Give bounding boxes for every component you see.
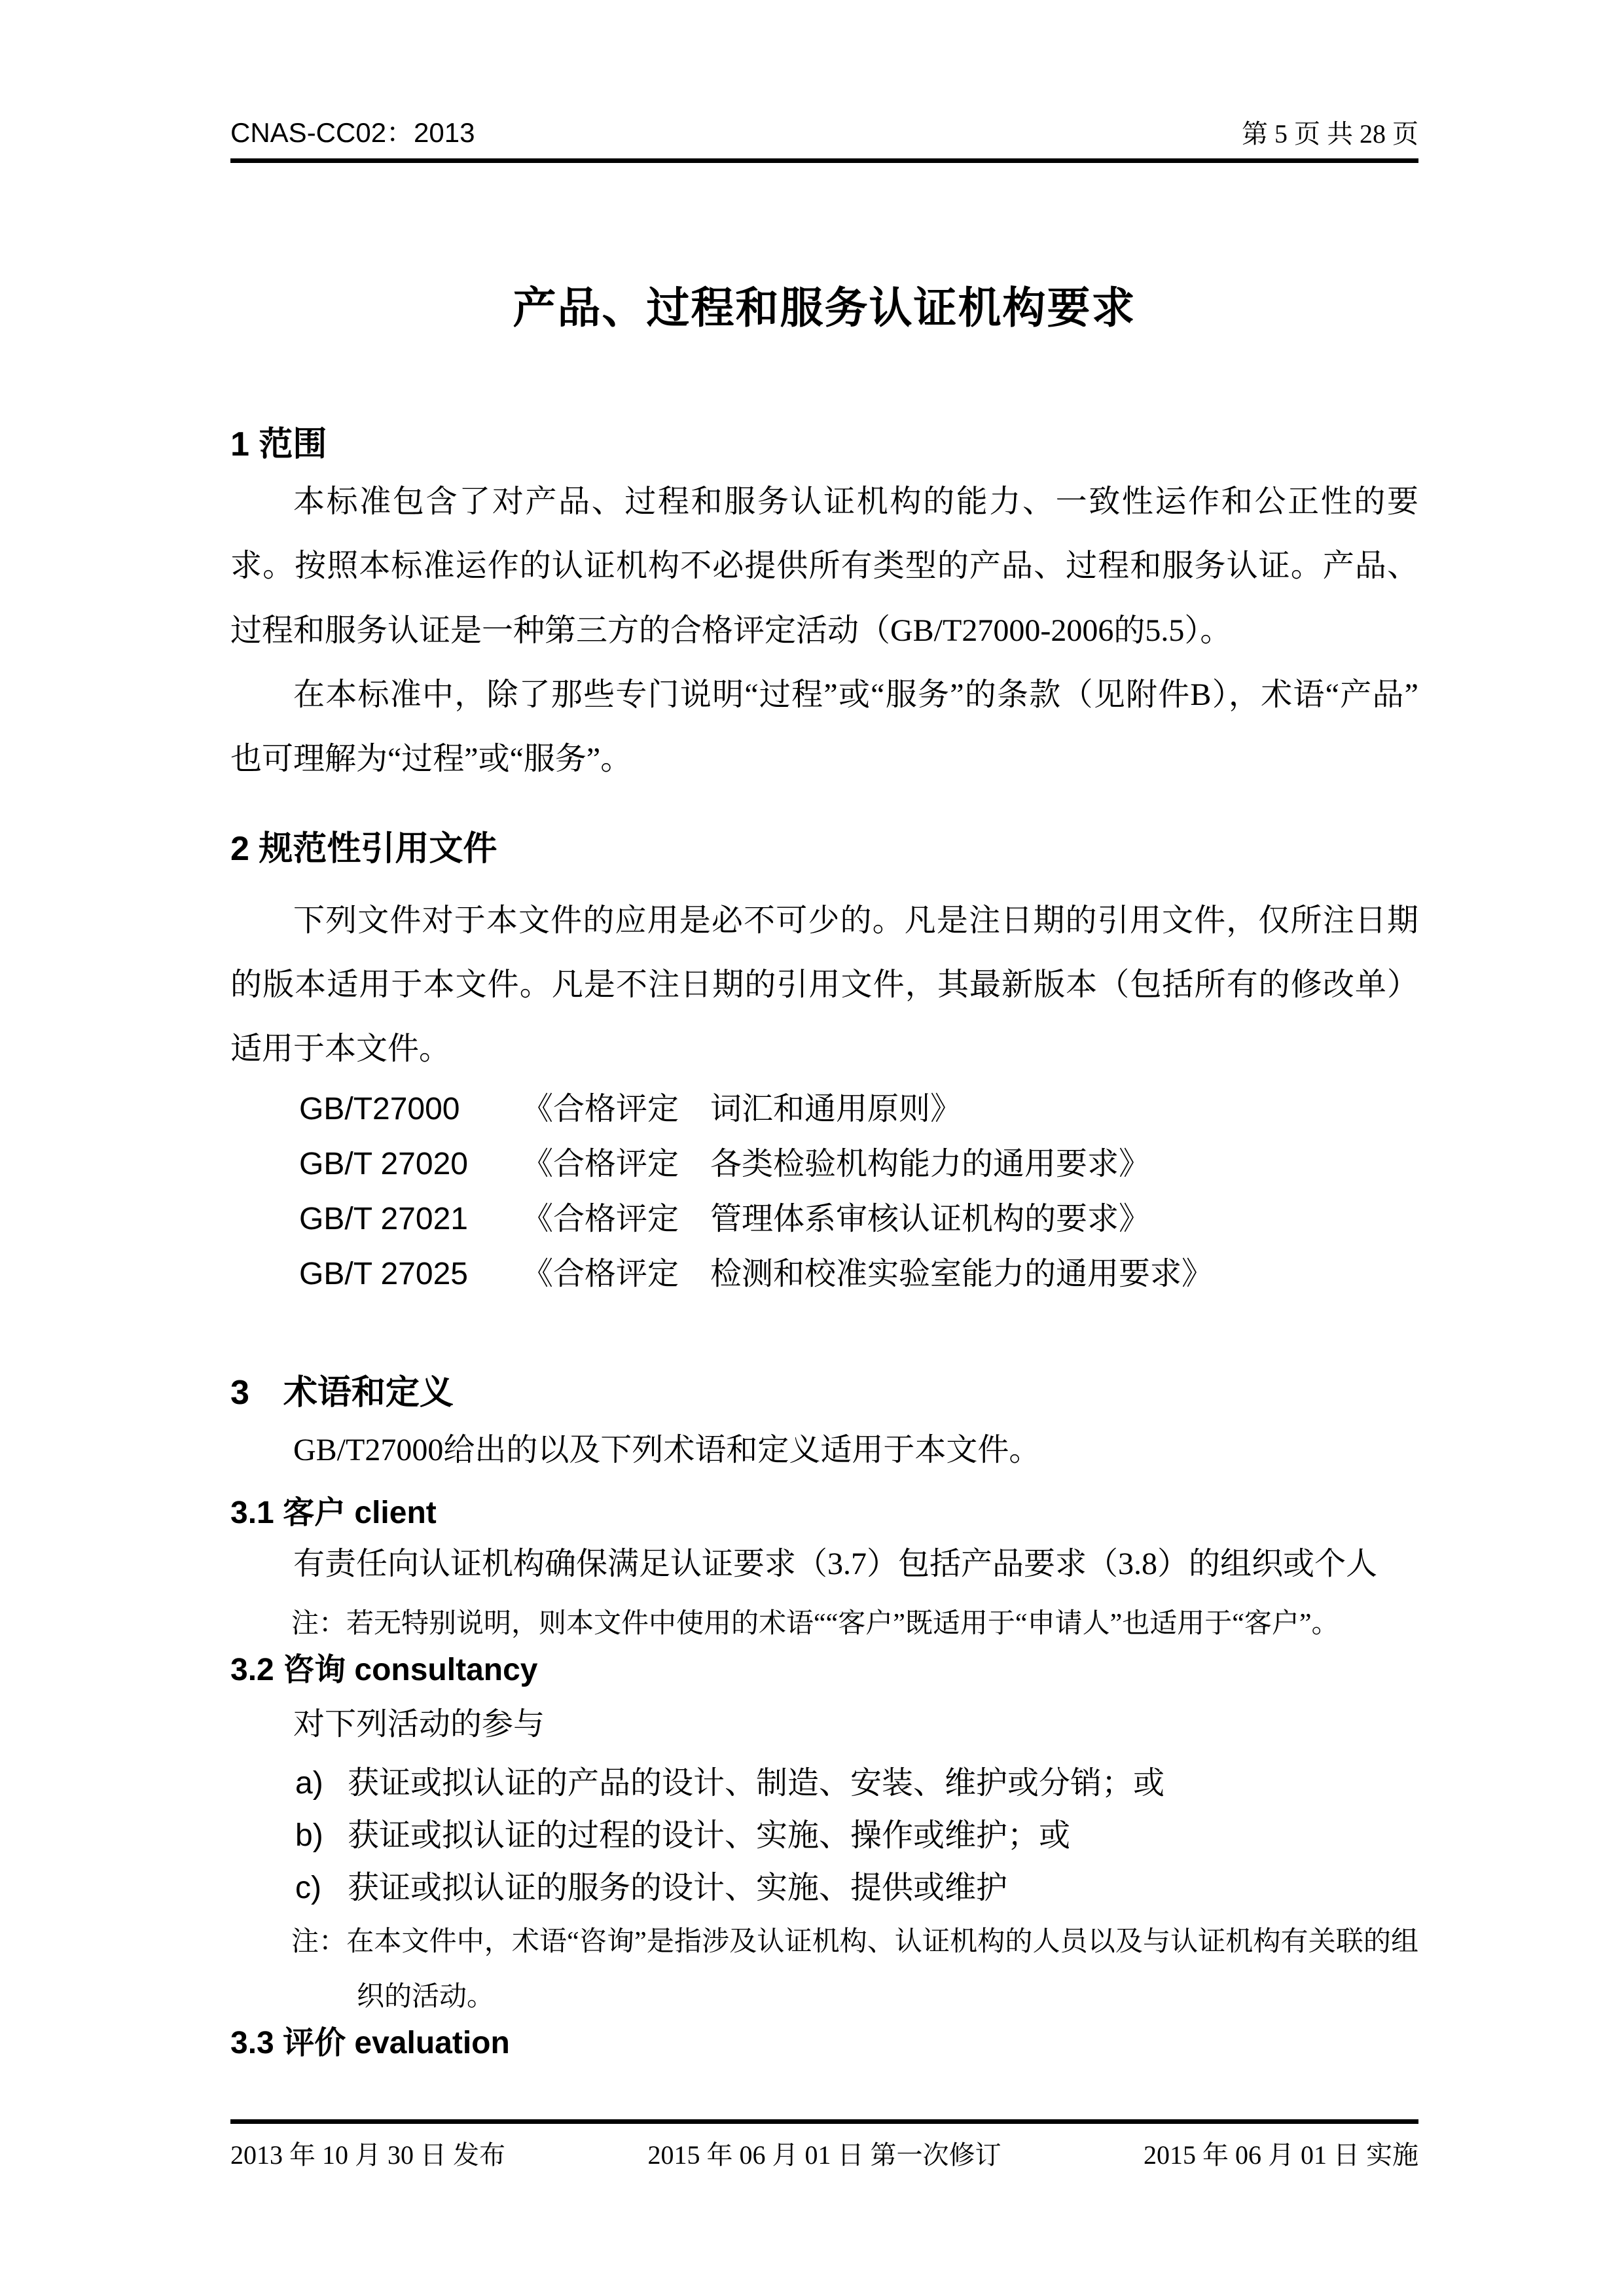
page-footer	[230, 2119, 1418, 2172]
references-list	[299, 1082, 1418, 1302]
term-3-2-intro: 对下列活动的参与	[293, 1707, 545, 1742]
section-2-heading: 2 规范性引用文件	[230, 829, 497, 868]
list-item-text: 获证或拟认证的服务的设计、实施、提供或维护	[348, 1871, 1008, 1906]
section-normative-references	[230, 830, 1418, 1302]
list-item-text: 获证或拟认证的过程的设计、实施、操作或维护；或	[348, 1818, 1071, 1854]
reference-title: 《合格评定 词汇和通用原则》	[522, 1091, 962, 1126]
list-item	[295, 1810, 1418, 1862]
term-3-2-list	[295, 1757, 1418, 1914]
term-3-1-heading: 3.1 客户 client	[230, 1495, 437, 1530]
header-page-number: 第 5 页 共 28 页	[1242, 119, 1418, 149]
section-1-heading: 1 范围	[230, 425, 327, 463]
term-3-2-heading: 3.2 咨询 consultancy	[230, 1652, 538, 1687]
list-item	[295, 1757, 1418, 1810]
section-terms-and-definitions	[230, 1374, 1418, 2062]
list-item-marker: b)	[295, 1818, 323, 1854]
list-item-marker: a)	[295, 1765, 323, 1801]
reference-title: 《合格评定 各类检验机构能力的通用要求》	[522, 1146, 1151, 1181]
terms-intro: GB/T27000给出的以及下列术语和定义适用于本文件。	[293, 1432, 1041, 1467]
list-item-text: 获证或拟认证的产品的设计、制造、安装、维护或分销；或	[348, 1765, 1165, 1801]
term-3-2-note: 注：在本文件中，术语“咨询”是指涉及认证机构、认证机构的人员以及与认证机构有关联的组织的活动。	[291, 1927, 1418, 2013]
reference-code: GB/T 27025	[299, 1256, 468, 1291]
document-title: 产品、过程和服务认证机构要求	[513, 283, 1136, 332]
reference-item	[299, 1082, 1418, 1137]
footer-revision-date: 2015 年 06 月 01 日 第一次修订	[647, 2140, 1001, 2170]
reference-code: GB/T 27020	[299, 1146, 468, 1181]
scope-paragraph-1: 本标准包含了对产品、过程和服务认证机构的能力、一致性运作和公正性的要求。按照本标准运作的认证机构不必提供所有类型的产品、过程和服务认证。产品、过程和服务认证是一种第三方的合格评定活动（GB/T27000-2006的5.5）。	[230, 484, 1418, 648]
references-intro: 下列文件对于本文件的应用是必不可少的。凡是注日期的引用文件，仅所注日期的版本适用于本文件。凡是不注日期的引用文件，其最新版本（包括所有的修改单）适用于本文件。	[230, 903, 1418, 1067]
section-3-heading: 3 术语和定义	[230, 1373, 454, 1412]
reference-title: 《合格评定 检测和校准实验室能力的通用要求》	[522, 1256, 1214, 1291]
term-3-1-definition: 有责任向认证机构确保满足认证要求（3.7）包括产品要求（3.8）的组织或个人	[293, 1546, 1378, 1581]
reference-item	[299, 1247, 1418, 1302]
list-item-marker: c)	[295, 1871, 321, 1906]
reference-title: 《合格评定 管理体系审核认证机构的要求》	[522, 1201, 1151, 1236]
scope-paragraph-2: 在本标准中，除了那些专门说明“过程”或“服务”的条款（见附件B），术语“产品”也可理解为“过程”或“服务”。	[230, 677, 1418, 777]
reference-code: GB/T 27021	[299, 1201, 468, 1236]
header-doc-code: CNAS-CC02：2013	[230, 117, 475, 148]
footer-publish-date: 2013 年 10 月 30 日 发布	[230, 2140, 505, 2170]
reference-item	[299, 1137, 1418, 1192]
section-scope	[230, 425, 1418, 792]
reference-item	[299, 1192, 1418, 1247]
page-header	[230, 111, 1418, 163]
reference-code: GB/T27000	[299, 1091, 460, 1126]
term-3-3-heading: 3.3 评价 evaluation	[230, 2026, 510, 2061]
term-3-1-note: 注：若无特别说明，则本文件中使用的术语““客户”既适用于“申请人”也适用于“客户”。	[291, 1608, 1339, 1639]
list-item	[295, 1862, 1418, 1914]
footer-implementation-date: 2015 年 06 月 01 日 实施	[1144, 2140, 1418, 2170]
